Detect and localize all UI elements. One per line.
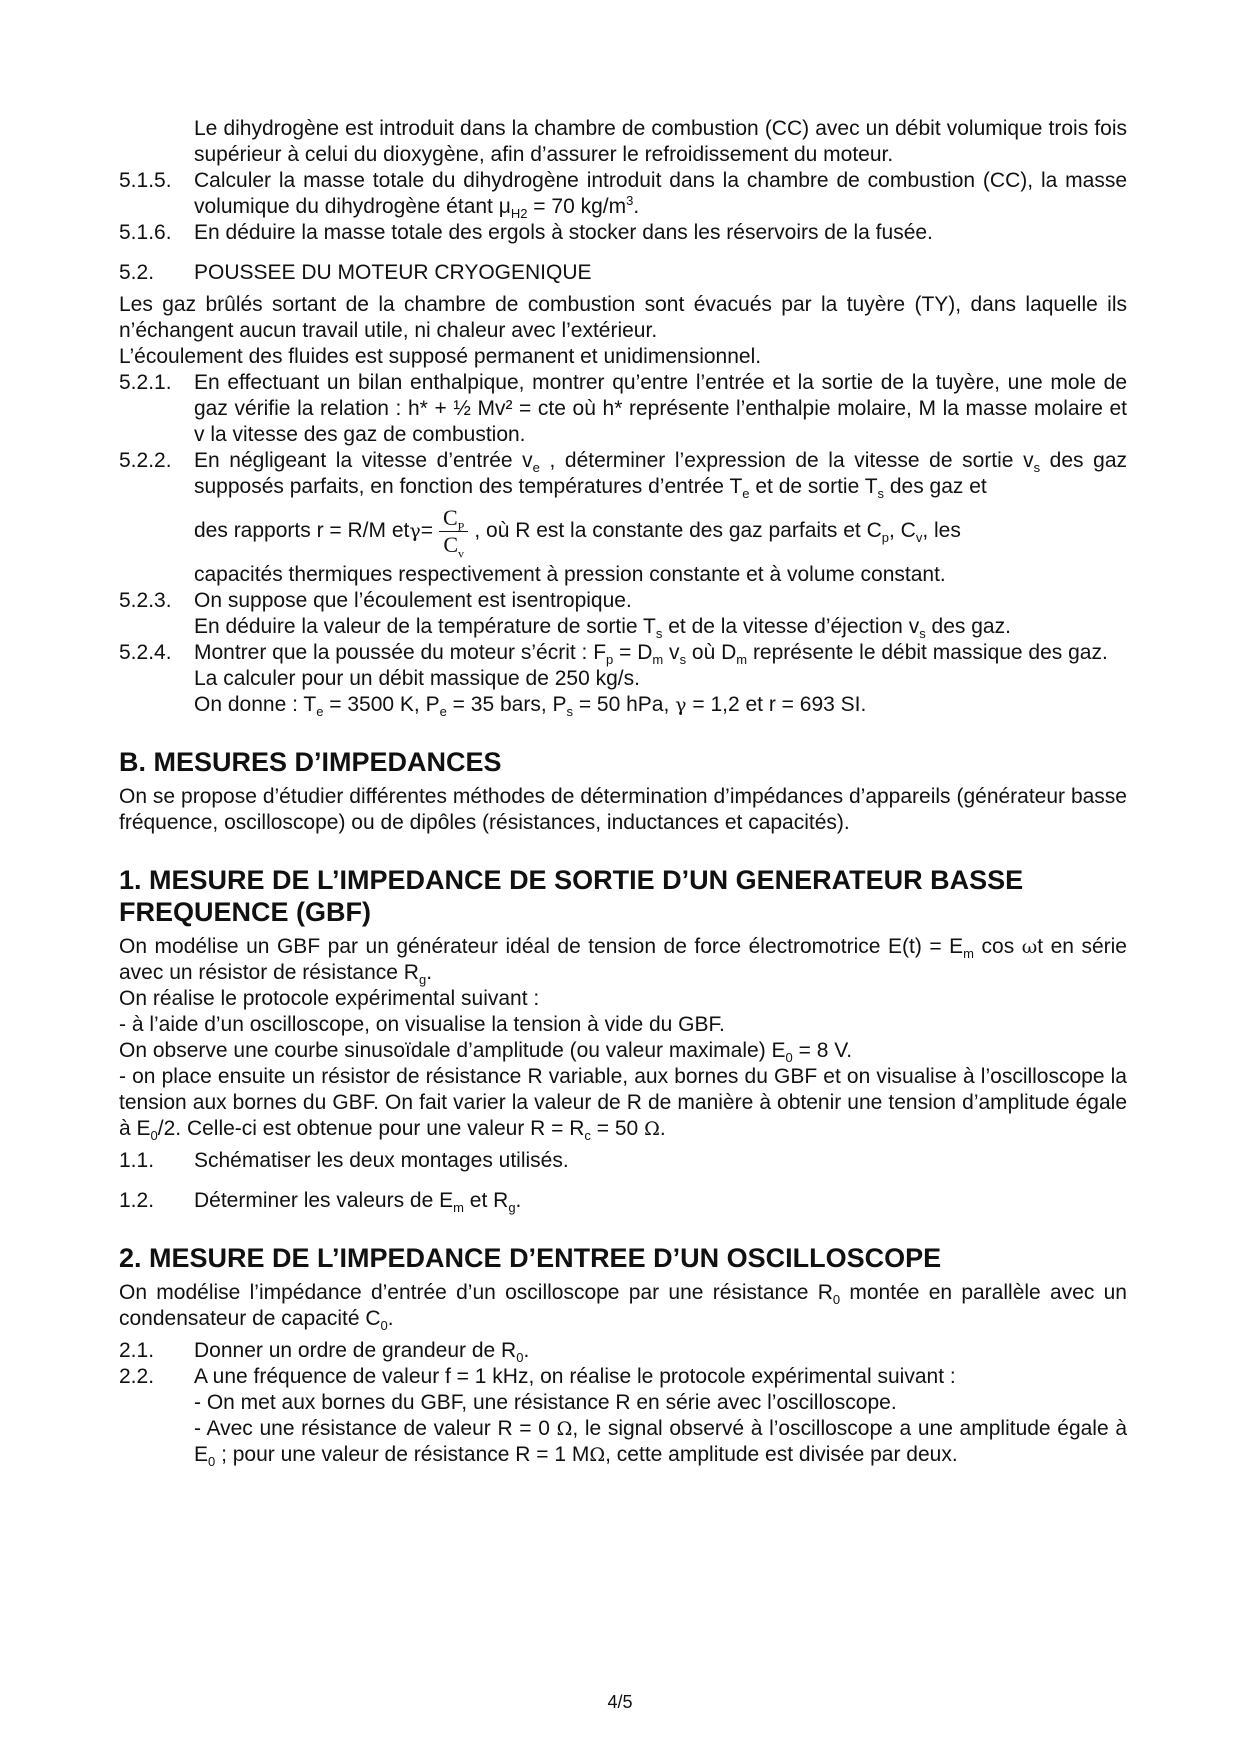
question-5-1-6 [119, 220, 1127, 246]
section-b-title: B. MESURES D’IMPEDANCES [119, 747, 502, 777]
fraction-numerator: $C_P$ [439, 505, 468, 532]
question-number: 2.1. [119, 1339, 155, 1362]
question-number: 1.1. [119, 1149, 155, 1172]
page-number: 4/5 [607, 1692, 633, 1712]
section-1-paragraph-2: On réalise le protocole expérimental suivant : [119, 987, 540, 1010]
given-values: On donne : $T_e = 3500$ K, $P_e = 35$ bars, $P_s = 50$ hPa, γ = 1,2 et r = 693 SI. [194, 693, 867, 720]
page-content [119, 116, 1127, 1468]
question-body: Montrer que la poussée du moteur s’écrit : $F_p = D_m$ $v_s$ où $D_m$ représente le débit massique des gaz. La calculer pour un débit massique de 250 kg/s. On donne : $T_e = 3500$ K, $P_e = 35$ bars, $P_s = 50$ hPa, γ = 1,2 et r = 693 SI. [194, 640, 1127, 718]
question-body: On suppose que l’écoulement est isentropique. En déduire la valeur de la température de sortie $T_s$ et de la vitesse d’éjection $v_s$ des gaz. [194, 589, 1011, 642]
section-1-paragraph-5: - on place ensuite un résistor de résistance R variable, aux bornes du GBF et on visualise à l’oscilloscope la tension aux bornes du GBF. On fait varier la valeur de R de manière à obtenir une tension d’amplitude égale à $E_0/2$. Celle-ci est obtenue pour une valeur $R = R_c = 50$ Ω. [119, 1065, 1127, 1144]
question-5-1-5 [119, 168, 1127, 220]
question-2-1 [119, 1338, 1127, 1364]
section-title: POUSSEE DU MOTEUR CRYOGENIQUE [194, 261, 592, 284]
question-text: Schématiser les deux montages utilisés. [194, 1149, 569, 1172]
question-text: En négligeant la vitesse d’entrée $v_e$ , déterminer l’expression de la vitesse de sortie $v_s$ des gaz supposés parfaits, en fonction des températures d’entrée $T_e$ et de sortie $T_s$ des gaz et [194, 449, 1127, 502]
s52-paragraph-2: L’écoulement des fluides est supposé permanent et unidimensionnel. [119, 345, 762, 368]
question-number: 1.2. [119, 1189, 155, 1212]
question-text: Donner un ordre de grandeur de $R_0$. [194, 1339, 530, 1366]
section-1-paragraph-1: On modélise un GBF par un générateur idéal de tension de force électromotrice $E(t) = E_m$ cos ωt en série avec un résistor de résistance $R_g$. [119, 935, 1127, 988]
section-2-paragraph-1: On modélise l’impédance d’entrée d’un oscilloscope par une résistance $R_0$ montée en parallèle avec un condensateur de capacité $C_0$. [119, 1281, 1127, 1334]
gamma-definition-line: des rapports r = R/M et γ = $\frac{C_P}{C_v}$ , où R est la constante des gaz parfaits et $C_p$, $C_v$, les [194, 504, 961, 560]
question-number: 5.2.3. [119, 589, 172, 612]
question-2-2 [119, 1364, 1127, 1468]
section-2-title: 2. MESURE DE L’IMPEDANCE D’ENTREE D’UN OSCILLOSCOPE [119, 1243, 942, 1273]
question-number: 5.2.2. [119, 449, 172, 472]
s52-paragraph-1: Les gaz brûlés sortant de la chambre de combustion sont évacués par la tuyère (TY), dans laquelle ils n’échangent aucun travail utile, ni chaleur avec l’extérieur. [119, 293, 1127, 342]
section-1-paragraph-3: - à l’aide d’un oscilloscope, on visualise la tension à vide du GBF. [119, 1013, 725, 1036]
question-text: Déterminer les valeurs de $E_m$ et $R_g$. [194, 1189, 522, 1216]
question-text: Calculer la masse totale du dihydrogène introduit dans la chambre de combustion (CC), la masse volumique du dihydrogène étant $\mu_{H2} = 70$ $kg/m^3$. [194, 169, 1127, 222]
question-text: En effectuant un bilan enthalpique, montrer qu’entre l’entrée et la sortie de la tuyère, une mole de gaz vérifie la relation : h* + ½ Mv² = cte où h* représente l’enthalpie molaire, M la masse molaire et v la vitesse des gaz de combustion. [194, 371, 1127, 446]
gamma-fraction [439, 505, 468, 558]
question-1-1 [119, 1148, 1127, 1174]
question-5-2-2 [119, 448, 1127, 588]
question-5-2-1 [119, 370, 1127, 448]
question-text-end: capacités thermiques respectivement à pression constante et à volume constant. [194, 563, 946, 586]
section-1-title: 1. MESURE DE L’IMPEDANCE DE SORTIE D’UN GENERATEUR BASSE FREQUENCE (GBF) [119, 865, 1024, 927]
s515-intro-paragraph: Le dihydrogène est introduit dans la chambre de combustion (CC) avec un débit volumique trois fois supérieur à celui du dioxygène, afin d’assurer le refroidissement du moteur. [194, 117, 1127, 166]
question-number: 5.1.6. [119, 221, 172, 244]
question-number: 5.1.5. [119, 169, 172, 192]
section-5-2-heading [119, 260, 1127, 286]
question-1-2 [119, 1188, 1127, 1214]
section-b-intro: On se propose d’étudier différentes méthodes de détermination d’impédances d’appareils (générateur basse fréquence, oscilloscope) ou de dipôles (résistances, inductances et capacités). [119, 785, 1127, 834]
question-text: En déduire la masse totale des ergols à stocker dans les réservoirs de la fusée. [194, 221, 933, 244]
question-5-2-4 [119, 640, 1127, 718]
question-number: 5.2.1. [119, 371, 172, 394]
section-1-paragraph-4: On observe une courbe sinusoïdale d’amplitude (ou valeur maximale) $E_0 = 8$ V. [119, 1039, 853, 1066]
question-number: 2.2. [119, 1365, 155, 1388]
gamma-symbol: γ [409, 520, 421, 542]
section-number: 5.2. [119, 261, 155, 284]
question-5-2-3 [119, 588, 1127, 640]
question-body [194, 448, 1127, 588]
question-body: A une fréquence de valeur f = 1 kHz, on réalise le protocole expérimental suivant : - On met aux bornes du GBF, une résistance R en série avec l’oscilloscope. - Avec une résistance de valeur R = 0 Ω, le signal observé à l’oscilloscope a une amplitude égale à $E_0$ ; pour une valeur de résistance R = 1 MΩ, cette amplitude est divisée par deux. [194, 1365, 1127, 1470]
fraction-denominator: $C_v$ [443, 531, 464, 560]
question-number: 5.2.4. [119, 641, 172, 664]
